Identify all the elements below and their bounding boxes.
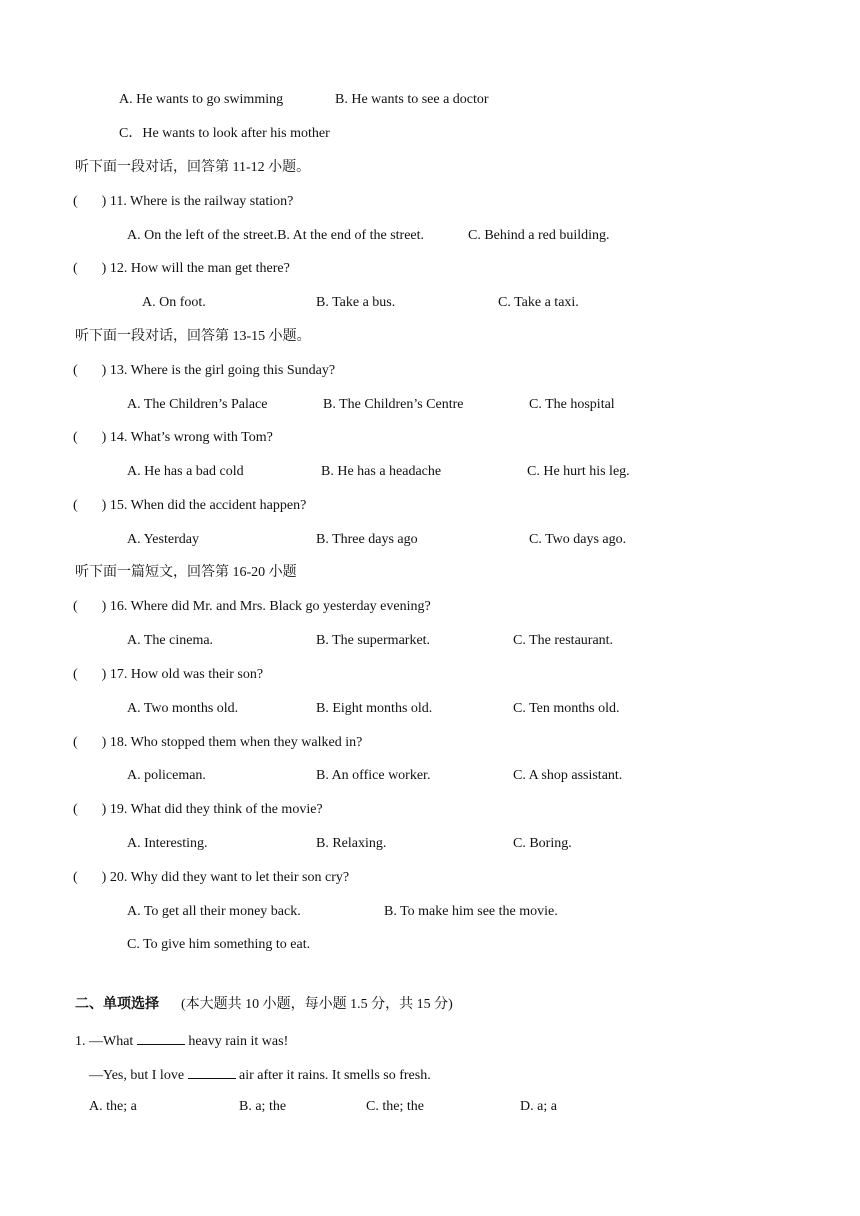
q11-option-c: C. Behind a red building. [468, 228, 610, 243]
question-18-text: ) 18. Who stopped them when they walked in? [101, 735, 363, 750]
sq1-blank-2 [188, 1064, 236, 1079]
sq1-option-d: D. a; a [520, 1099, 557, 1114]
q17-option-b: B. Eight months old. [316, 701, 433, 716]
q18-option-a: A. policeman. [127, 768, 206, 783]
question-17-text: ) 17. How old was their son? [101, 667, 264, 682]
q18-option-b: B. An office worker. [316, 768, 431, 783]
q14-option-a: A. He has a bad cold [127, 464, 244, 479]
sq1-option-b: B. a; the [239, 1099, 287, 1114]
question-12: ( ) 12. How will the man get there? [73, 261, 290, 276]
question-18: ( ) 18. Who stopped them when they walked in? [73, 735, 363, 750]
sq1-option-c: C. the; the [366, 1099, 424, 1114]
question-11-text: ) 11. Where is the railway station? [101, 194, 294, 209]
q13-option-b: B. The Children’s Centre [323, 397, 464, 412]
question-20: ( ) 20. Why did they want to let their son cry? [73, 870, 350, 885]
section-2-header [75, 996, 453, 1014]
question-19-text: ) 19. What did they think of the movie? [101, 802, 323, 817]
question-14-text: ) 14. What’s wrong with Tom? [101, 430, 273, 445]
q15-option-c: C. Two days ago. [529, 532, 627, 547]
q19-option-c: C. Boring. [513, 836, 572, 851]
q19-option-a: A. Interesting. [127, 836, 208, 851]
q13-option-c: C. The hospital [529, 397, 615, 412]
q17-option-a: A. Two months old. [127, 701, 239, 716]
section-2-title: 二、单项选择 [75, 997, 159, 1012]
q12-option-a: A. On foot. [142, 295, 206, 310]
sq1-line2-pre: —Yes, but I love [89, 1068, 185, 1083]
q20-option-a: A. To get all their money back. [127, 904, 301, 919]
sq1-line2 [89, 1064, 431, 1085]
sq1-line1-post: heavy rain it was! [188, 1034, 289, 1049]
sq1-blank-1 [137, 1030, 185, 1045]
option-a: A. He wants to go swimming [119, 92, 284, 107]
question-19: ( ) 19. What did they think of the movie? [73, 802, 323, 817]
q16-option-b: B. The supermarket. [316, 633, 431, 648]
question-20-text: ) 20. Why did they want to let their son cry? [101, 870, 350, 885]
q14-option-b: B. He has a headache [321, 464, 442, 479]
sq1-line1 [75, 1030, 288, 1051]
question-13: ( ) 13. Where is the girl going this Sunday? [73, 363, 336, 378]
instruction-11-12: 听下面一段对话，回答第 11-12 小题。 [75, 160, 311, 175]
option-c: C．He wants to look after his mother [119, 126, 330, 141]
instruction-13-15: 听下面一段对话，回答第 13-15 小题。 [75, 329, 311, 344]
q15-option-b: B. Three days ago [316, 532, 418, 547]
q19-option-b: B. Relaxing. [316, 836, 387, 851]
question-14: ( ) 14. What’s wrong with Tom? [73, 430, 273, 445]
q12-option-b: B. Take a bus. [316, 295, 396, 310]
q18-option-c: C. A shop assistant. [513, 768, 623, 783]
question-15-text: ) 15. When did the accident happen? [101, 498, 307, 513]
question-17: ( ) 17. How old was their son? [73, 667, 264, 682]
q15-option-a: A. Yesterday [127, 532, 199, 547]
instruction-16-20: 听下面一篇短文，回答第 16-20 小题 [75, 565, 297, 580]
q13-option-a: A. The Children’s Palace [127, 397, 268, 412]
sq1-option-a: A. the; a [89, 1099, 137, 1114]
q20-option-c: C. To give him something to eat. [127, 937, 311, 952]
question-11: ( ) 11. Where is the railway station? [73, 194, 294, 209]
question-15: ( ) 15. When did the accident happen? [73, 498, 307, 513]
question-16-text: ) 16. Where did Mr. and Mrs. Black go yesterday evening? [101, 599, 431, 614]
q20-option-b: B. To make him see the movie. [384, 904, 558, 919]
question-12-text: ) 12. How will the man get there? [101, 261, 290, 276]
q12-option-c: C. Take a taxi. [498, 295, 579, 310]
q11-option-ab: A. On the left of the street.B. At the end of the street. [127, 228, 425, 243]
sq1-line2-post: air after it rains. It smells so fresh. [239, 1068, 431, 1083]
q16-option-a: A. The cinema. [127, 633, 214, 648]
section-2-note: (本大题共 10 小题，每小题 1.5 分，共 15 分) [181, 997, 453, 1012]
q16-option-c: C. The restaurant. [513, 633, 614, 648]
q17-option-c: C. Ten months old. [513, 701, 620, 716]
sq1-line1-pre: 1. —What [75, 1034, 134, 1049]
question-13-text: ) 13. Where is the girl going this Sunday? [101, 363, 336, 378]
question-16: ( ) 16. Where did Mr. and Mrs. Black go yesterday evening? [73, 599, 431, 614]
q14-option-c: C. He hurt his leg. [527, 464, 630, 479]
option-b: B. He wants to see a doctor [335, 92, 489, 107]
